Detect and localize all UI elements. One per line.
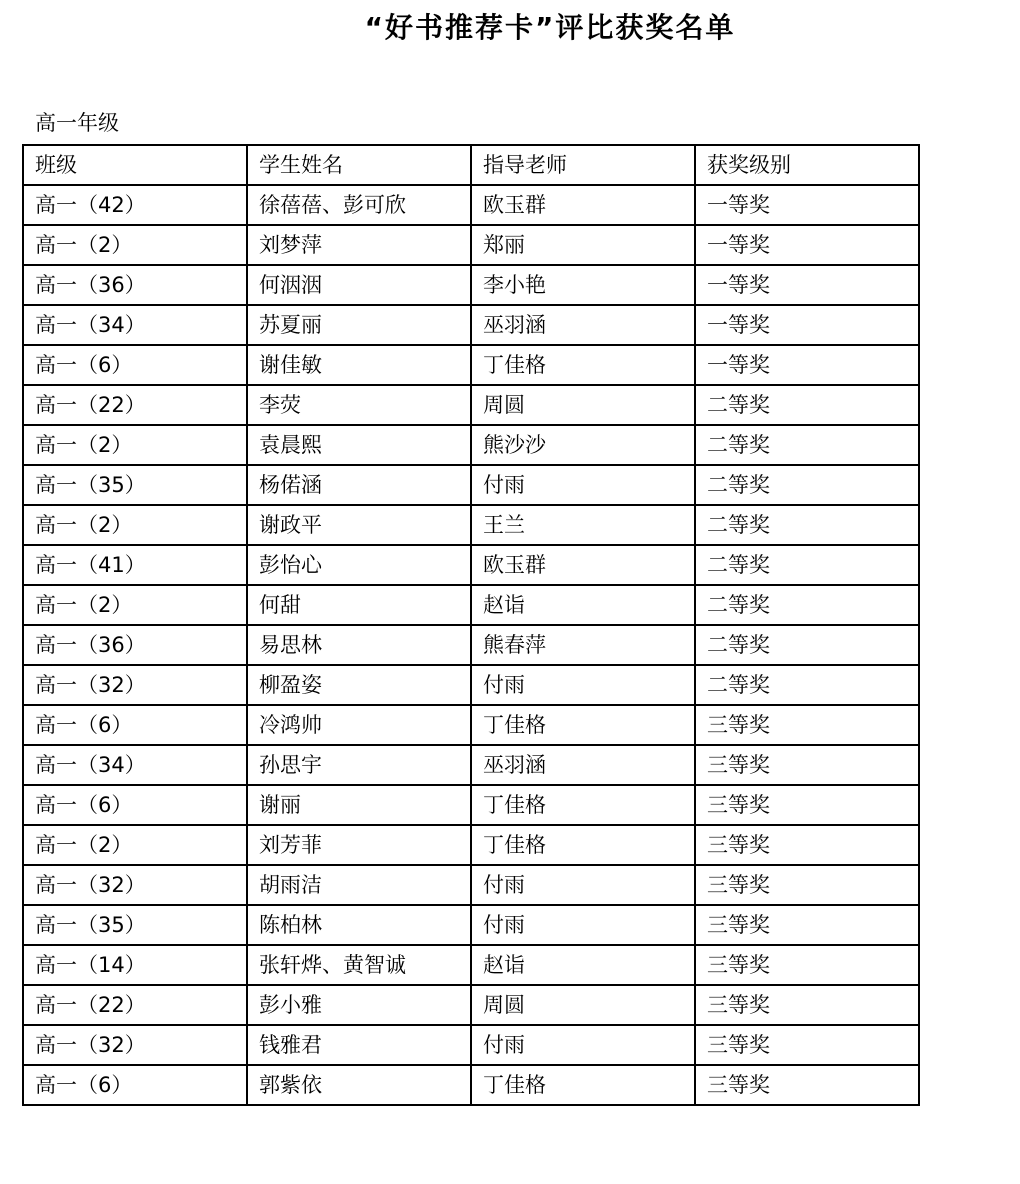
- table-row: [23, 585, 919, 625]
- table-row: [23, 225, 919, 265]
- cell-teacher: 付雨: [471, 665, 695, 705]
- award-list-body: [23, 145, 919, 1105]
- cell-student-name: 徐蓓蓓、彭可欣: [247, 185, 471, 225]
- cell-award-level: 二等奖: [695, 425, 919, 465]
- cell-award-level: 一等奖: [695, 185, 919, 225]
- cell-award-level: 三等奖: [695, 785, 919, 825]
- cell-class: 高一（2）: [23, 585, 247, 625]
- cell-student-name: 谢佳敏: [247, 345, 471, 385]
- cell-class: 高一（35）: [23, 905, 247, 945]
- cell-teacher: 赵诣: [471, 585, 695, 625]
- cell-class: 高一（22）: [23, 385, 247, 425]
- table-row: [23, 185, 919, 225]
- table-row: [23, 1025, 919, 1065]
- cell-teacher: 丁佳格: [471, 345, 695, 385]
- cell-award-level: 二等奖: [695, 505, 919, 545]
- cell-student-name: 刘芳菲: [247, 825, 471, 865]
- cell-teacher: 巫羽涵: [471, 745, 695, 785]
- cell-teacher: 付雨: [471, 1025, 695, 1065]
- cell-award-level: 一等奖: [695, 265, 919, 305]
- cell-teacher: 付雨: [471, 465, 695, 505]
- grade-section-label: 高一年级: [35, 111, 119, 135]
- cell-award-level: 三等奖: [695, 945, 919, 985]
- cell-class: 高一（6）: [23, 345, 247, 385]
- cell-award-level: 三等奖: [695, 825, 919, 865]
- table-row: [23, 465, 919, 505]
- cell-award-level: 一等奖: [695, 345, 919, 385]
- page-title: “好书推荐卡”评比获奖名单: [364, 11, 736, 44]
- header-class: 班级: [23, 145, 247, 185]
- cell-teacher: 巫羽涵: [471, 305, 695, 345]
- cell-teacher: 丁佳格: [471, 785, 695, 825]
- cell-teacher: 王兰: [471, 505, 695, 545]
- cell-award-level: 二等奖: [695, 625, 919, 665]
- cell-class: 高一（36）: [23, 625, 247, 665]
- cell-class: 高一（6）: [23, 785, 247, 825]
- table-row: [23, 865, 919, 905]
- table-row: [23, 345, 919, 385]
- cell-teacher: 郑丽: [471, 225, 695, 265]
- cell-class: 高一（2）: [23, 505, 247, 545]
- table-row: [23, 785, 919, 825]
- cell-award-level: 二等奖: [695, 385, 919, 425]
- cell-class: 高一（32）: [23, 865, 247, 905]
- cell-student-name: 谢丽: [247, 785, 471, 825]
- cell-award-level: 二等奖: [695, 545, 919, 585]
- cell-award-level: 一等奖: [695, 225, 919, 265]
- table-row: [23, 425, 919, 465]
- cell-student-name: 苏夏丽: [247, 305, 471, 345]
- cell-class: 高一（41）: [23, 545, 247, 585]
- cell-student-name: 袁晨熙: [247, 425, 471, 465]
- cell-award-level: 三等奖: [695, 1025, 919, 1065]
- cell-award-level: 二等奖: [695, 665, 919, 705]
- cell-teacher: 熊沙沙: [471, 425, 695, 465]
- cell-award-level: 三等奖: [695, 865, 919, 905]
- cell-class: 高一（22）: [23, 985, 247, 1025]
- cell-teacher: 李小艳: [471, 265, 695, 305]
- cell-class: 高一（6）: [23, 705, 247, 745]
- cell-class: 高一（36）: [23, 265, 247, 305]
- table-row: [23, 945, 919, 985]
- table-row: [23, 625, 919, 665]
- cell-award-level: 二等奖: [695, 465, 919, 505]
- table-row: [23, 705, 919, 745]
- cell-teacher: 欧玉群: [471, 185, 695, 225]
- cell-student-name: 郭紫依: [247, 1065, 471, 1105]
- cell-teacher: 丁佳格: [471, 825, 695, 865]
- cell-student-name: 谢政平: [247, 505, 471, 545]
- cell-teacher: 付雨: [471, 905, 695, 945]
- table-row: [23, 665, 919, 705]
- header-student-name: 学生姓名: [247, 145, 471, 185]
- table-row: [23, 905, 919, 945]
- cell-student-name: 钱雅君: [247, 1025, 471, 1065]
- table-row: [23, 545, 919, 585]
- cell-student-name: 易思林: [247, 625, 471, 665]
- cell-student-name: 彭怡心: [247, 545, 471, 585]
- cell-student-name: 张轩烨、黄智诚: [247, 945, 471, 985]
- cell-award-level: 一等奖: [695, 305, 919, 345]
- cell-teacher: 周圆: [471, 385, 695, 425]
- cell-teacher: 周圆: [471, 985, 695, 1025]
- cell-class: 高一（42）: [23, 185, 247, 225]
- cell-class: 高一（6）: [23, 1065, 247, 1105]
- cell-award-level: 三等奖: [695, 905, 919, 945]
- cell-class: 高一（34）: [23, 745, 247, 785]
- table-row: [23, 825, 919, 865]
- cell-student-name: 冷鸿帅: [247, 705, 471, 745]
- cell-class: 高一（2）: [23, 825, 247, 865]
- cell-class: 高一（2）: [23, 425, 247, 465]
- cell-student-name: 胡雨洁: [247, 865, 471, 905]
- table-row: [23, 265, 919, 305]
- cell-student-name: 柳盈姿: [247, 665, 471, 705]
- cell-student-name: 何甜: [247, 585, 471, 625]
- cell-teacher: 熊春萍: [471, 625, 695, 665]
- cell-teacher: 丁佳格: [471, 705, 695, 745]
- cell-student-name: 何洇洇: [247, 265, 471, 305]
- cell-teacher: 赵诣: [471, 945, 695, 985]
- cell-student-name: 陈柏林: [247, 905, 471, 945]
- cell-teacher: 付雨: [471, 865, 695, 905]
- table-row: [23, 985, 919, 1025]
- table-row: [23, 1065, 919, 1105]
- cell-class: 高一（32）: [23, 1025, 247, 1065]
- cell-student-name: 刘梦萍: [247, 225, 471, 265]
- table-row: [23, 745, 919, 785]
- cell-student-name: 杨偌涵: [247, 465, 471, 505]
- cell-student-name: 彭小雅: [247, 985, 471, 1025]
- cell-teacher: 欧玉群: [471, 545, 695, 585]
- cell-class: 高一（14）: [23, 945, 247, 985]
- cell-teacher: 丁佳格: [471, 1065, 695, 1105]
- table-row: [23, 305, 919, 345]
- cell-class: 高一（2）: [23, 225, 247, 265]
- header-teacher: 指导老师: [471, 145, 695, 185]
- table-row: [23, 505, 919, 545]
- table-row: [23, 385, 919, 425]
- cell-award-level: 三等奖: [695, 705, 919, 745]
- cell-award-level: 三等奖: [695, 985, 919, 1025]
- cell-student-name: 孙思宇: [247, 745, 471, 785]
- cell-student-name: 李荧: [247, 385, 471, 425]
- cell-award-level: 三等奖: [695, 745, 919, 785]
- cell-award-level: 二等奖: [695, 585, 919, 625]
- table-header-row: [23, 145, 919, 185]
- cell-award-level: 三等奖: [695, 1065, 919, 1105]
- cell-class: 高一（35）: [23, 465, 247, 505]
- header-award-level: 获奖级别: [695, 145, 919, 185]
- cell-class: 高一（34）: [23, 305, 247, 345]
- cell-class: 高一（32）: [23, 665, 247, 705]
- award-list-table: [22, 144, 920, 1106]
